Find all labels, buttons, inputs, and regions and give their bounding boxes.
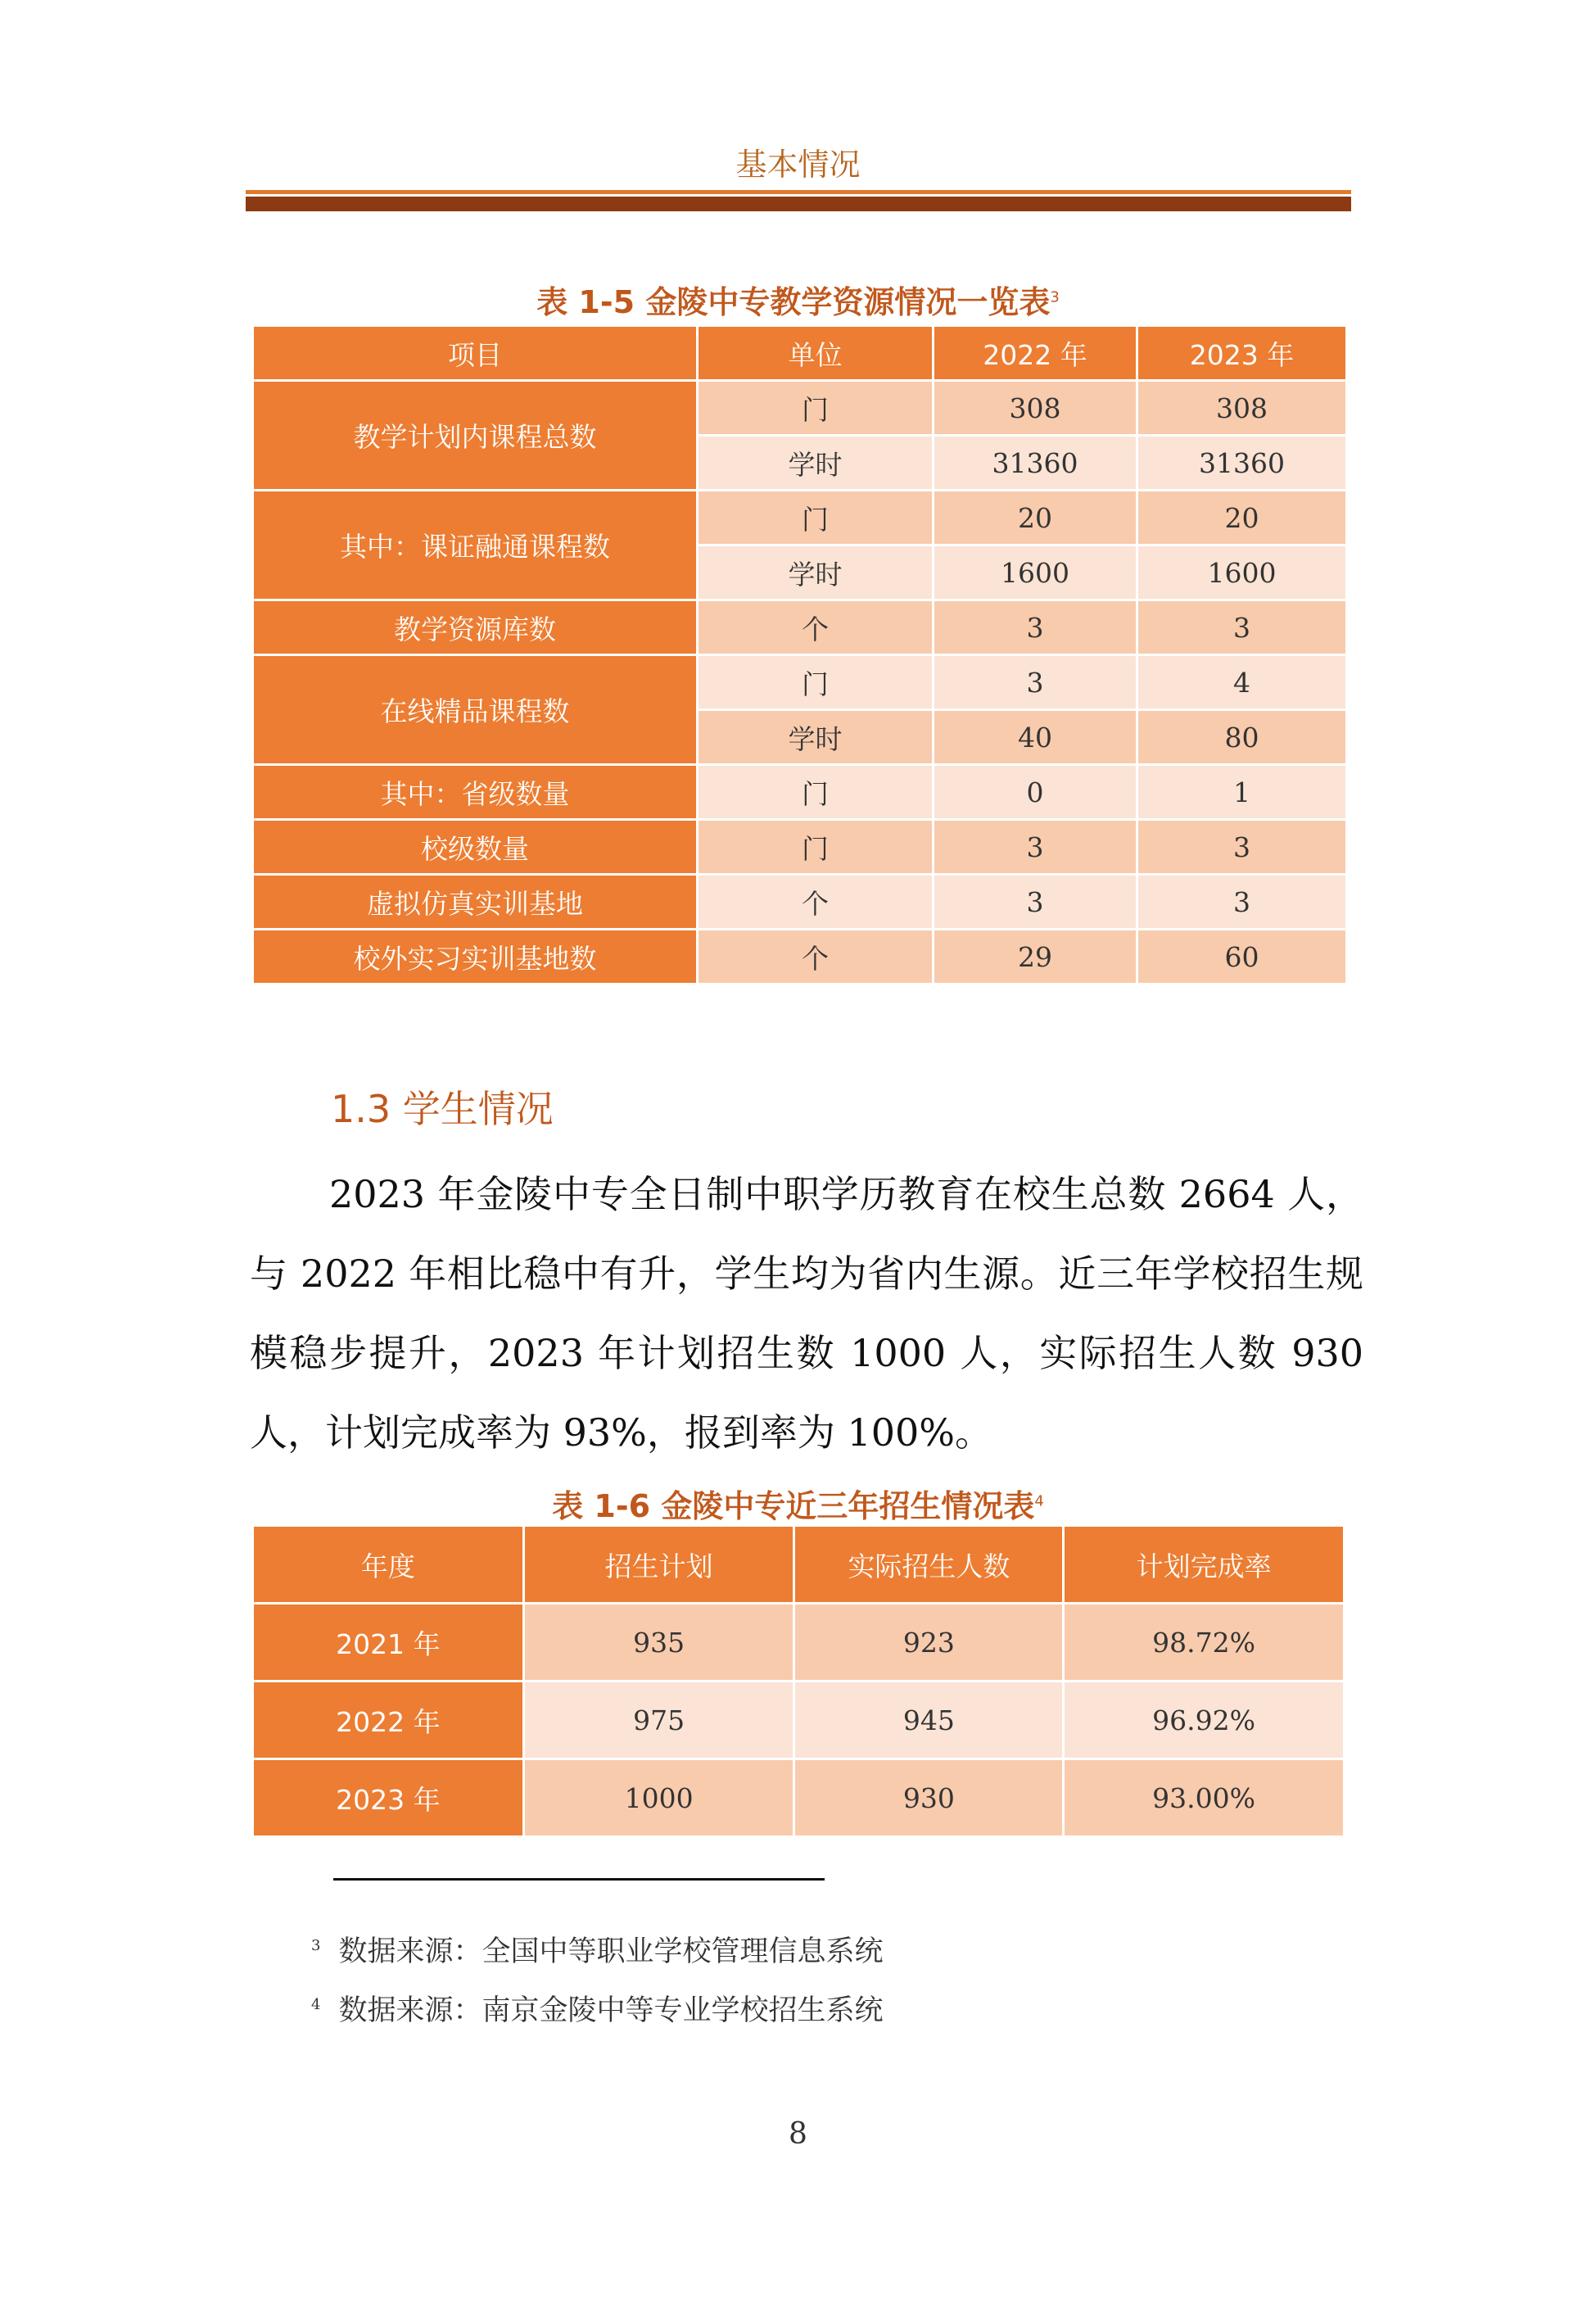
table-row xyxy=(254,1682,1343,1758)
table2-caption-note: 4 xyxy=(1034,1492,1044,1510)
unit-cell: 门 xyxy=(699,382,932,434)
value-2023-cell: 308 xyxy=(1138,382,1345,434)
value-2022-cell: 3 xyxy=(934,821,1136,873)
rate-cell: 93.00% xyxy=(1065,1760,1343,1835)
table2-body xyxy=(254,1605,1343,1835)
table-row xyxy=(254,930,1345,983)
value-2022-cell: 40 xyxy=(934,711,1136,763)
plan-cell: 975 xyxy=(525,1682,793,1758)
table-row xyxy=(254,656,1345,708)
table1-body xyxy=(254,382,1345,983)
value-2023-cell: 3 xyxy=(1138,601,1345,654)
table2-caption-text: 表 1-6 金陵中专近三年招生情况表 xyxy=(552,1488,1035,1524)
table2-header-actual: 实际招生人数 xyxy=(795,1527,1062,1602)
year-label: 2021 年 xyxy=(254,1605,522,1680)
year-label: 2022 年 xyxy=(254,1682,522,1758)
unit-cell: 门 xyxy=(699,656,932,708)
year-label: 2023 年 xyxy=(254,1760,522,1835)
value-2023-cell: 80 xyxy=(1138,711,1345,763)
row-item-label: 教学资源库数 xyxy=(254,601,696,654)
unit-cell: 门 xyxy=(699,491,932,544)
enrollment-table xyxy=(251,1524,1345,1838)
actual-cell: 923 xyxy=(795,1605,1062,1680)
rate-cell: 98.72% xyxy=(1065,1605,1343,1680)
table2-caption xyxy=(0,1481,1596,1526)
footnote-3-text: 数据来源：全国中等职业学校管理信息系统 xyxy=(338,1935,884,1968)
table1-header-row xyxy=(254,327,1345,379)
plan-cell: 935 xyxy=(525,1605,793,1680)
plan-cell: 1000 xyxy=(525,1760,793,1835)
table-row xyxy=(254,766,1345,818)
value-2022-cell: 29 xyxy=(934,930,1136,983)
table-row xyxy=(254,491,1345,544)
table-row xyxy=(254,1760,1343,1835)
unit-cell: 学时 xyxy=(699,546,932,599)
table-row xyxy=(254,876,1345,928)
unit-cell: 门 xyxy=(699,766,932,818)
footnote-4-text: 数据来源：南京金陵中等专业学校招生系统 xyxy=(338,1994,884,2027)
rate-cell: 96.92% xyxy=(1065,1682,1343,1758)
table1-header-item: 项目 xyxy=(254,327,696,379)
header-rule-thick xyxy=(246,197,1351,211)
table-row xyxy=(254,601,1345,654)
value-2022-cell: 20 xyxy=(934,491,1136,544)
footnote-separator xyxy=(333,1878,825,1881)
value-2022-cell: 3 xyxy=(934,601,1136,654)
table1-header-2022: 2022 年 xyxy=(934,327,1136,379)
table-row xyxy=(254,382,1345,434)
value-2022-cell: 31360 xyxy=(934,437,1136,489)
footnote-4 xyxy=(311,1988,883,2029)
table1-caption xyxy=(0,277,1596,322)
unit-cell: 学时 xyxy=(699,711,932,763)
value-2023-cell: 31360 xyxy=(1138,437,1345,489)
section-heading: 1.3 学生情况 xyxy=(331,1087,554,1131)
unit-cell: 个 xyxy=(699,930,932,983)
unit-cell: 学时 xyxy=(699,437,932,489)
row-item-label: 其中：省级数量 xyxy=(254,766,696,818)
value-2022-cell: 3 xyxy=(934,656,1136,708)
value-2023-cell: 3 xyxy=(1138,876,1345,928)
row-item-label: 在线精品课程数 xyxy=(254,656,696,763)
unit-cell: 门 xyxy=(699,821,932,873)
value-2023-cell: 4 xyxy=(1138,656,1345,708)
table2-header-plan: 招生计划 xyxy=(525,1527,793,1602)
table2-header-rate: 计划完成率 xyxy=(1065,1527,1343,1602)
value-2023-cell: 3 xyxy=(1138,821,1345,873)
value-2023-cell: 1600 xyxy=(1138,546,1345,599)
value-2022-cell: 0 xyxy=(934,766,1136,818)
table2-header-year: 年度 xyxy=(254,1527,522,1602)
value-2022-cell: 308 xyxy=(934,382,1136,434)
row-item-label: 校外实习实训基地数 xyxy=(254,930,696,983)
table2-header-row xyxy=(254,1527,1343,1602)
footnote-3-mark: 3 xyxy=(311,1937,321,1955)
value-2022-cell: 3 xyxy=(934,876,1136,928)
actual-cell: 930 xyxy=(795,1760,1062,1835)
table1-caption-note: 3 xyxy=(1050,288,1060,306)
actual-cell: 945 xyxy=(795,1682,1062,1758)
footnote-3 xyxy=(311,1929,883,1970)
footnote-4-mark: 4 xyxy=(311,1996,321,2014)
section-paragraph: 2023 年金陵中专全日制中职学历教育在校生总数 2664 人，与 2022 年相比稳中有升，学生均为省内生源。近三年学校招生规模稳步提升，2023 年计划招生数 1000 人，实际招生人数 930 人，计划完成率为 93%，报到率为 100%。 xyxy=(250,1172,1363,1455)
value-2022-cell: 1600 xyxy=(934,546,1136,599)
table1-header-unit: 单位 xyxy=(699,327,932,379)
table1-caption-text: 表 1-5 金陵中专教学资源情况一览表 xyxy=(536,284,1051,320)
teaching-resources-table xyxy=(251,324,1348,985)
value-2023-cell: 1 xyxy=(1138,766,1345,818)
row-item-label: 校级数量 xyxy=(254,821,696,873)
row-item-label: 其中：课证融通课程数 xyxy=(254,491,696,599)
unit-cell: 个 xyxy=(699,876,932,928)
value-2023-cell: 60 xyxy=(1138,930,1345,983)
running-header: 基本情况 xyxy=(735,147,861,183)
table1-header-2023: 2023 年 xyxy=(1138,327,1345,379)
page-number: 8 xyxy=(789,2117,807,2151)
table-row xyxy=(254,821,1345,873)
table-row xyxy=(254,1605,1343,1680)
value-2023-cell: 20 xyxy=(1138,491,1345,544)
header-rule-thin xyxy=(246,190,1351,194)
row-item-label: 虚拟仿真实训基地 xyxy=(254,876,696,928)
unit-cell: 个 xyxy=(699,601,932,654)
row-item-label: 教学计划内课程总数 xyxy=(254,382,696,489)
